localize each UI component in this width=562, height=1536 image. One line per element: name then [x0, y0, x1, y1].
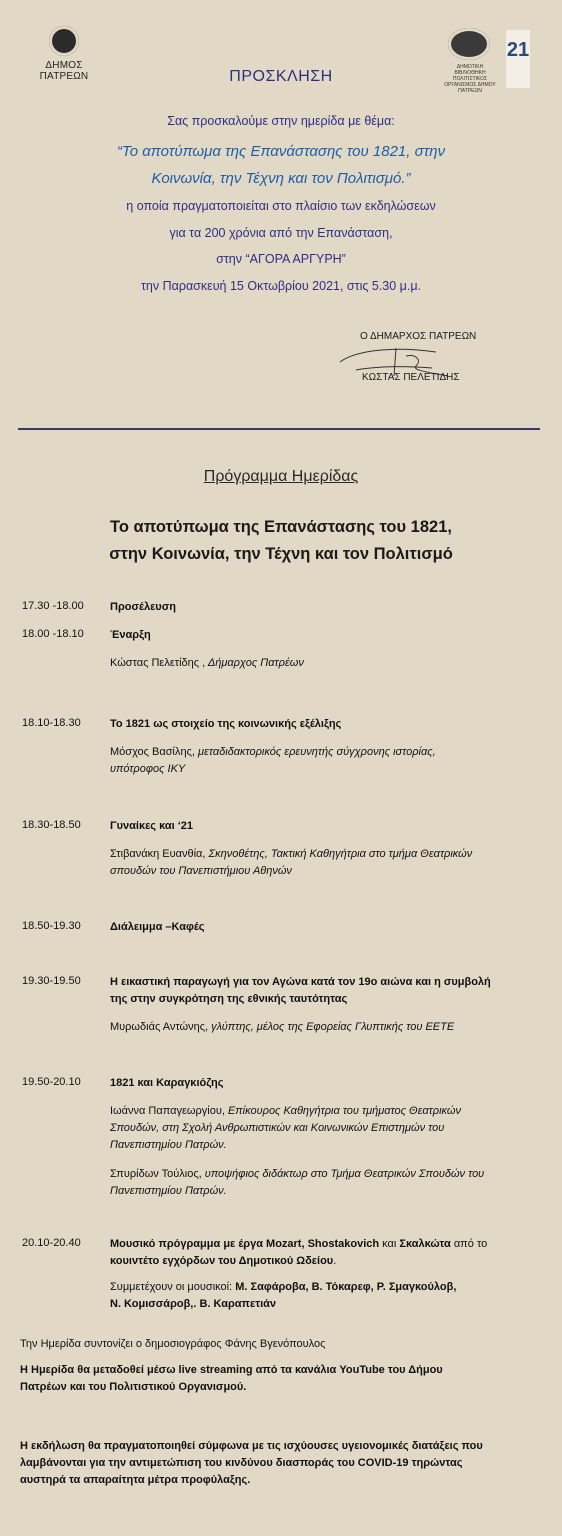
- schedule-title: Έναρξη: [110, 629, 151, 641]
- speaker-role-cont: σπουδών του Πανεπιστήμιου Αθηνών: [110, 865, 292, 877]
- page-title: ΠΡΟΣΚΛΗΣΗ: [229, 68, 333, 85]
- musicians-names-cont: Ν. Κομισσάροβ,. Β. Καραπετιάν: [110, 1298, 277, 1310]
- music-title-end: .: [333, 1255, 337, 1267]
- streaming-line-1: Η Ημερίδα θα μεταδοθεί μέσω live streaming από τα κανάλια YouTube του Δήμου: [20, 1364, 443, 1376]
- schedule-title: Διάλειμμα –Καφές: [110, 921, 205, 933]
- schedule-time: 20.10-20.40: [22, 1237, 81, 1249]
- music-title: Μουσικό πρόγραμμα με έργα Mozart, Shostakovich: [110, 1238, 380, 1250]
- schedule-time: 17.30 -18.00: [22, 600, 84, 612]
- program-heading: Πρόγραμμα Ημερίδας: [203, 468, 359, 485]
- section-divider: [18, 428, 540, 430]
- schedule-title: Προσέλευση: [110, 601, 176, 613]
- speaker-role-cont: υπότροφος ΙΚΥ: [110, 763, 186, 775]
- speaker-name: Σπυρίδων Τούλιος,: [110, 1168, 202, 1180]
- theme-line-1: “Το αποτύπωμα της Επανάστασης του 1821, στην: [116, 143, 446, 160]
- speaker-role: Δήμαρχος Πατρέων: [205, 657, 304, 669]
- logo-text-line-1: ΔΗΜΟΣ: [45, 60, 83, 71]
- library-seal-icon: [448, 28, 490, 60]
- covid-note: [20, 1438, 540, 1489]
- schedule-title: [110, 1236, 540, 1270]
- streaming-note: [20, 1362, 540, 1396]
- schedule-time: 18.30-18.50: [22, 819, 81, 831]
- schedule-time: 19.50-20.10: [22, 1076, 81, 1088]
- speaker-role: Επίκουρος Καθηγήτρια του τμήματος Θεατρικών: [224, 1105, 461, 1117]
- invitation-intro: Σας προσκαλούμε στην ημερίδα με θέμα:: [167, 114, 395, 128]
- schedule-speaker: [110, 744, 540, 778]
- speaker-role: γλύπτης, μέλος της Εφορείας Γλυπτικής του ΕΕΤΕ: [208, 1021, 455, 1033]
- schedule-time: 19.30-19.50: [22, 975, 81, 987]
- speaker-name: Ιωάννα Παπαγεωργίου,: [110, 1105, 225, 1117]
- schedule-speaker: [110, 655, 540, 672]
- speaker-role-cont: Πανεπιστημίου Πατρών.: [110, 1139, 227, 1151]
- logo-text-line-2: ΠΑΤΡΕΩΝ: [39, 71, 89, 82]
- music-title-connector: και: [379, 1238, 400, 1250]
- covid-line-2: λαμβάνονται για την αντιμετώπιση του κινδύνου διασποράς του COVID-19 τηρώντας: [20, 1457, 463, 1469]
- schedule-speaker: [110, 846, 540, 880]
- program-title-line-2: στην Κοινωνία, την Τέχνη και τον Πολιτισμό: [109, 545, 453, 563]
- schedule-speaker: [110, 1103, 540, 1154]
- schedule-speaker: [110, 1019, 540, 1036]
- music-title-connector: από το: [450, 1238, 488, 1250]
- speaker-role-cont: Σπουδών, στη Σχολή Ανθρωπιστικών και Κοινωνικών Επιστημών του: [110, 1122, 445, 1134]
- speaker-role: μεταδιδακτορικός ερευνητής σύγχρονης ιστορίας,: [194, 746, 436, 758]
- speaker-name: Κώστας Πελετίδης ,: [110, 657, 206, 669]
- schedule-title-line-2: της στην συγκρότηση της εθνικής ταυτότητας: [110, 993, 348, 1005]
- municipality-seal-icon: [49, 26, 79, 56]
- musicians-names: Μ. Σαφάροβα, Β. Τόκαρεφ, Ρ. Σμαγκούλοβ,: [235, 1281, 457, 1293]
- musicians: [110, 1279, 540, 1313]
- signature-role: Ο ΔΗΜΑΡΧΟΣ ΠΑΤΡΕΩΝ: [360, 331, 477, 342]
- schedule-title: [110, 974, 540, 1008]
- music-composer: Σκαλκώτα: [399, 1238, 451, 1250]
- program-title-line-1: Το αποτύπωμα της Επανάστασης του 1821,: [110, 518, 452, 536]
- schedule-speaker: [110, 1166, 540, 1200]
- speaker-role-cont: Πανεπιστημίου Πατρών.: [110, 1185, 227, 1197]
- organization-logo-text: ΔΗΜΟΤΙΚΗ ΒΙΒΛΙΟΘΗΚΗ ΠΟΛΙΤΙΣΤΙΚΟΣ ΟΡΓΑΝΙΣΜΟΣ ΔΗΜΟΥ ΠΑΤΡΕΩΝ: [444, 64, 496, 94]
- invitation-line-1: η οποία πραγματοποιείται στο πλαίσιο των εκδηλώσεων: [126, 199, 436, 213]
- streaming-line-2: Πατρέων και του Πολιτιστικού Οργανισμού.: [20, 1381, 247, 1393]
- schedule-time: 18.00 -18.10: [22, 628, 84, 640]
- speaker-role: υποψήφιος διδάκτωρ στο Τμήμα Θεατρικών Σπουδών του: [201, 1168, 485, 1180]
- schedule-time: 18.50-19.30: [22, 920, 81, 932]
- speaker-name: Στιβανάκη Ευανθία,: [110, 848, 206, 860]
- covid-line-1: Η εκδήλωση θα πραγματοποιηθεί σύμφωνα με τις ισχύουσες υγειονομικές διατάξεις που: [20, 1440, 483, 1452]
- theme-line-2: Κοινωνία, την Τέχνη και τον Πολιτισμό.”: [151, 170, 411, 187]
- invitation-line-2: για τα 200 χρόνια από την Επανάσταση,: [169, 226, 393, 240]
- coordinator-note: Την Ημερίδα συντονίζει ο δημοσιογράφος Φάνης Βγενόπουλος: [20, 1338, 326, 1350]
- signature-name: ΚΩΣΤΑΣ ΠΕΛΕΤΙΔΗΣ: [362, 372, 460, 383]
- speaker-name: Μόσχος Βασίλης,: [110, 746, 195, 758]
- schedule-time: 18.10-18.30: [22, 717, 81, 729]
- schedule-title: Γυναίκες και ‘21: [110, 820, 194, 832]
- invitation-line-4: την Παρασκευή 15 Οκτωβρίου 2021, στις 5.30 μ.μ.: [140, 279, 422, 293]
- covid-line-3: αυστηρά τα απαραίτητα μέτρα προφύλαξης.: [20, 1474, 251, 1486]
- schedule-title-line-1: Η εικαστική παραγωγή για τον Αγώνα κατά τον 19ο αιώνα και η συμβολή: [110, 976, 491, 988]
- invitation-line-3: στην “ΑΓΟΡΑ ΑΡΓΥΡΗ”: [216, 252, 346, 266]
- schedule-title: 1821 και Καραγκιόζης: [110, 1077, 224, 1089]
- badge-number: 21: [506, 39, 530, 61]
- schedule-title: Το 1821 ως στοιχείο της κοινωνικής εξέλιξης: [110, 718, 342, 730]
- musicians-label: Συμμετέχουν οι μουσικοί:: [110, 1281, 236, 1293]
- speaker-role: Σκηνοθέτης, Τακτική Καθηγήτρια στο τμήμα Θεατρικών: [205, 848, 473, 860]
- speaker-name: Μυρωδιάς Αντώνης,: [110, 1021, 209, 1033]
- music-ensemble: κουιντέτο εγχόρδων του Δημοτικού Ωδείου: [110, 1255, 334, 1267]
